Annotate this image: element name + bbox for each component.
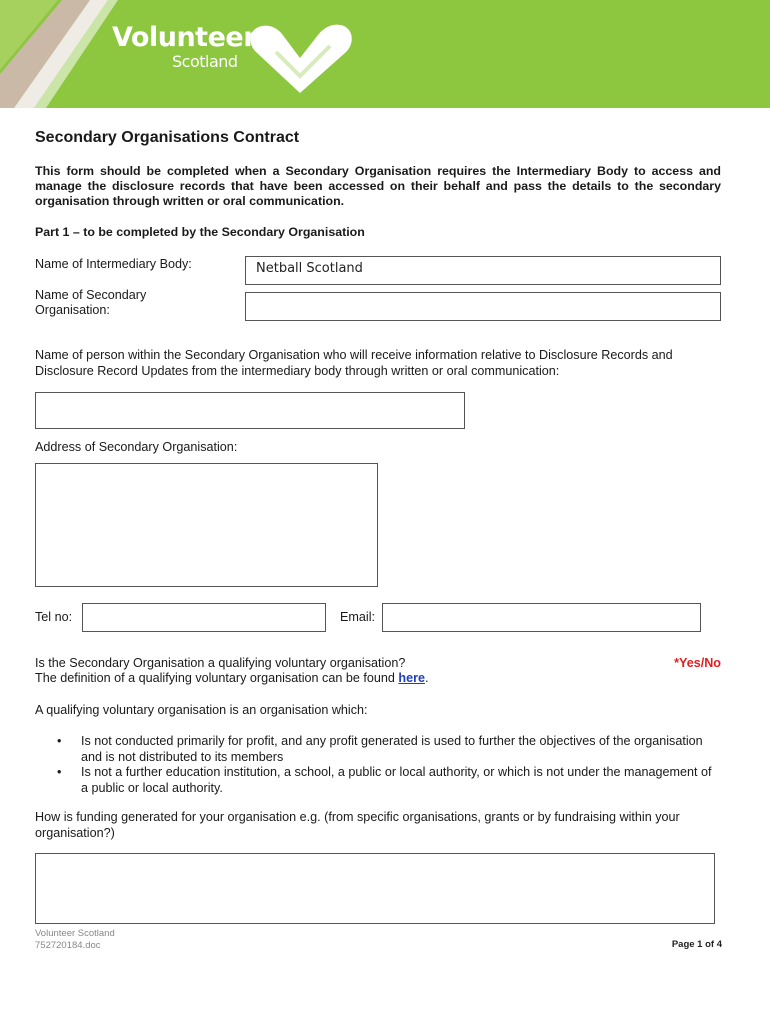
funding-question: How is funding generated for your organisation e.g. (from specific organisations, grants or by fundraising within your organisation?)	[35, 810, 680, 840]
page-title: Secondary Organisations Contract	[35, 129, 300, 146]
page-number: Page 1 of 4	[671, 939, 722, 950]
definition-prefix: The definition of a qualifying voluntary organisation can be found	[35, 671, 399, 685]
part1-heading: Part 1 – to be completed by the Secondary Organisation	[35, 225, 365, 239]
address-label: Address of Secondary Organisation:	[35, 440, 238, 454]
secondary-org-field[interactable]	[245, 292, 721, 321]
email-field[interactable]	[382, 603, 701, 632]
logo-text-volunteer: Volunteer	[112, 22, 257, 53]
secondary-org-label: Name of Secondary Organisation:	[35, 288, 147, 317]
list-item	[57, 734, 721, 765]
list-item	[57, 765, 721, 796]
definition-line	[35, 671, 721, 687]
definition-link[interactable]: here	[398, 671, 425, 685]
bullet-icon: •	[57, 734, 62, 748]
intermediary-label: Name of Intermediary Body:	[35, 257, 192, 271]
footer-org-info	[35, 928, 115, 952]
header-background	[0, 0, 770, 108]
header-banner	[0, 0, 770, 108]
list-item-text: Is not conducted primarily for profit, and any profit generated is used to further the objectives of the organisation and is not distributed to its members	[81, 734, 703, 764]
bullet-icon: •	[57, 765, 62, 779]
funding-field[interactable]	[35, 853, 715, 924]
list-item-text: Is not a further education institution, a school, a public or local authority, or which is not under the management of a public or local authority.	[81, 765, 712, 795]
intro-text: This form should be completed when a Secondary Organisation requires the Intermediary Body to access and manage the disclosure records that have been accessed on their behalf and pass the details to the secondary organisation through written or oral communication.	[35, 164, 721, 208]
address-field[interactable]	[35, 463, 378, 587]
intermediary-body-value: Netball Scotland	[256, 261, 363, 276]
definition-suffix: .	[424, 671, 429, 685]
footer-doc-ref: 752720184.doc	[35, 940, 101, 951]
email-label: Email:	[340, 610, 375, 624]
intermediary-body-field[interactable]	[245, 256, 721, 285]
person-name-field[interactable]	[35, 392, 465, 429]
tel-field[interactable]	[82, 603, 326, 632]
qualifying-question: Is the Secondary Organisation a qualifying voluntary organisation?	[35, 656, 406, 670]
qualifying-intro: A qualifying voluntary organisation is an organisation which:	[35, 703, 368, 717]
footer-org-name: Volunteer Scotland	[35, 928, 115, 939]
person-label: Name of person within the Secondary Organisation who will receive information relative to Disclosure Records and Disclosure Record Updates from the intermediary body through written or oral communication:	[35, 348, 673, 378]
logo-text-scotland: Scotland	[172, 52, 238, 71]
tel-label: Tel no:	[35, 610, 73, 624]
yes-no-choice[interactable]: *Yes/No	[674, 656, 721, 670]
qualifying-criteria-list	[57, 734, 721, 796]
